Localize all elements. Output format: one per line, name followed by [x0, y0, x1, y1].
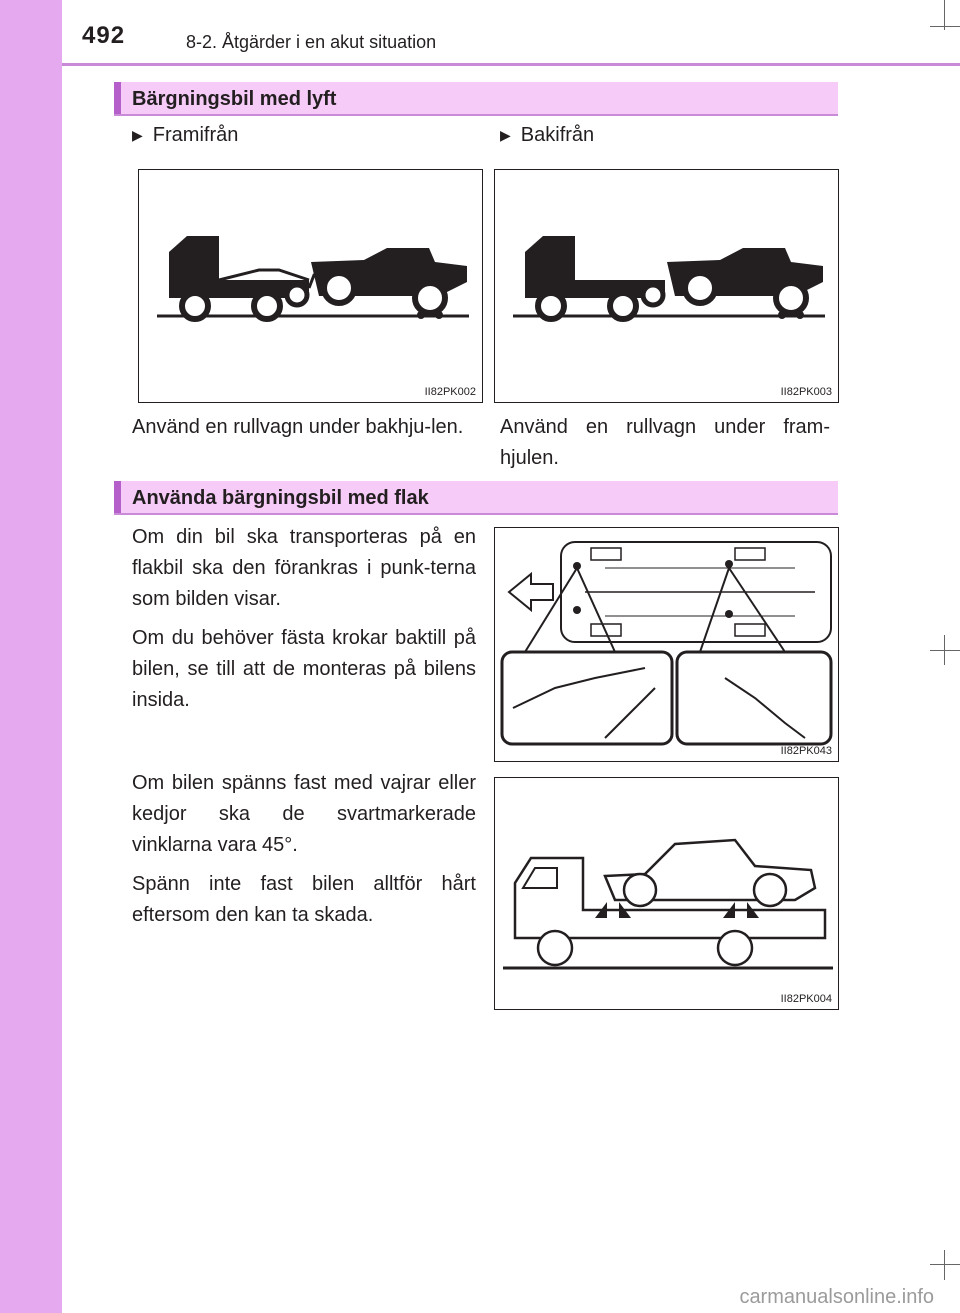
- flatbed-truck-illustration: [495, 778, 840, 1011]
- figure-code: II82PK003: [780, 386, 832, 398]
- caption-front: [132, 124, 238, 147]
- figure-code: II82PK004: [780, 993, 832, 1005]
- text-front-dolly: Använd en rullvagn under bakhju-len.: [132, 416, 464, 438]
- heading-accent: [114, 481, 121, 513]
- text-flatbed-intro: [132, 522, 476, 724]
- triangle-bullet-icon: ▶: [132, 127, 143, 143]
- figure-anchor-points: [494, 527, 839, 762]
- tow-truck-rear-illustration: [495, 170, 840, 404]
- header-rule: [62, 63, 960, 66]
- crop-mark: [944, 1250, 945, 1280]
- caption-rear-label: Bakifrån: [520, 124, 595, 146]
- text-flatbed-chains: [132, 768, 476, 939]
- paragraph: Om din bil ska transporteras på en flakbil ska den förankras i punk-terna som bilden visar.: [132, 526, 476, 610]
- section-heading-tow-lift: [114, 82, 838, 116]
- crop-mark: [930, 26, 960, 27]
- caption-rear: [500, 124, 594, 147]
- underbody-anchor-illustration: [495, 528, 840, 763]
- watermark: carmanualsonline.info: [739, 1286, 934, 1308]
- figure-tow-front: [138, 169, 483, 403]
- page-number: 492: [82, 22, 126, 49]
- sidebar-tab: [0, 0, 62, 1313]
- paragraph: Om du behöver fästa krokar baktill på bilen, se till att de monteras på bilens insida.: [132, 627, 476, 711]
- crop-mark: [930, 1264, 960, 1265]
- text-rear-dolly: Använd en rullvagn under fram-hjulen.: [500, 416, 830, 469]
- section-heading-label: Använda bärgningsbil med flak: [132, 487, 429, 509]
- heading-accent: [114, 82, 121, 114]
- section-title: 8-2. Åtgärder i en akut situation: [186, 32, 437, 52]
- triangle-bullet-icon: ▶: [500, 127, 511, 143]
- section-heading-label: Bärgningsbil med lyft: [132, 88, 337, 110]
- figure-flatbed: [494, 777, 839, 1010]
- paragraph: Spänn inte fast bilen alltför hårt eftersom den kan ta skada.: [132, 873, 476, 926]
- caption-front-label: Framifrån: [152, 124, 239, 146]
- figure-code: II82PK002: [424, 386, 476, 398]
- section-heading-flatbed: [114, 481, 838, 515]
- paragraph: Om bilen spänns fast med vajrar eller kedjor ska de svartmarkerade vinklarna vara 45°.: [132, 772, 476, 856]
- figure-tow-rear: [494, 169, 839, 403]
- tow-truck-front-illustration: [139, 170, 484, 404]
- figure-code: II82PK043: [780, 745, 832, 757]
- crop-mark: [930, 650, 960, 651]
